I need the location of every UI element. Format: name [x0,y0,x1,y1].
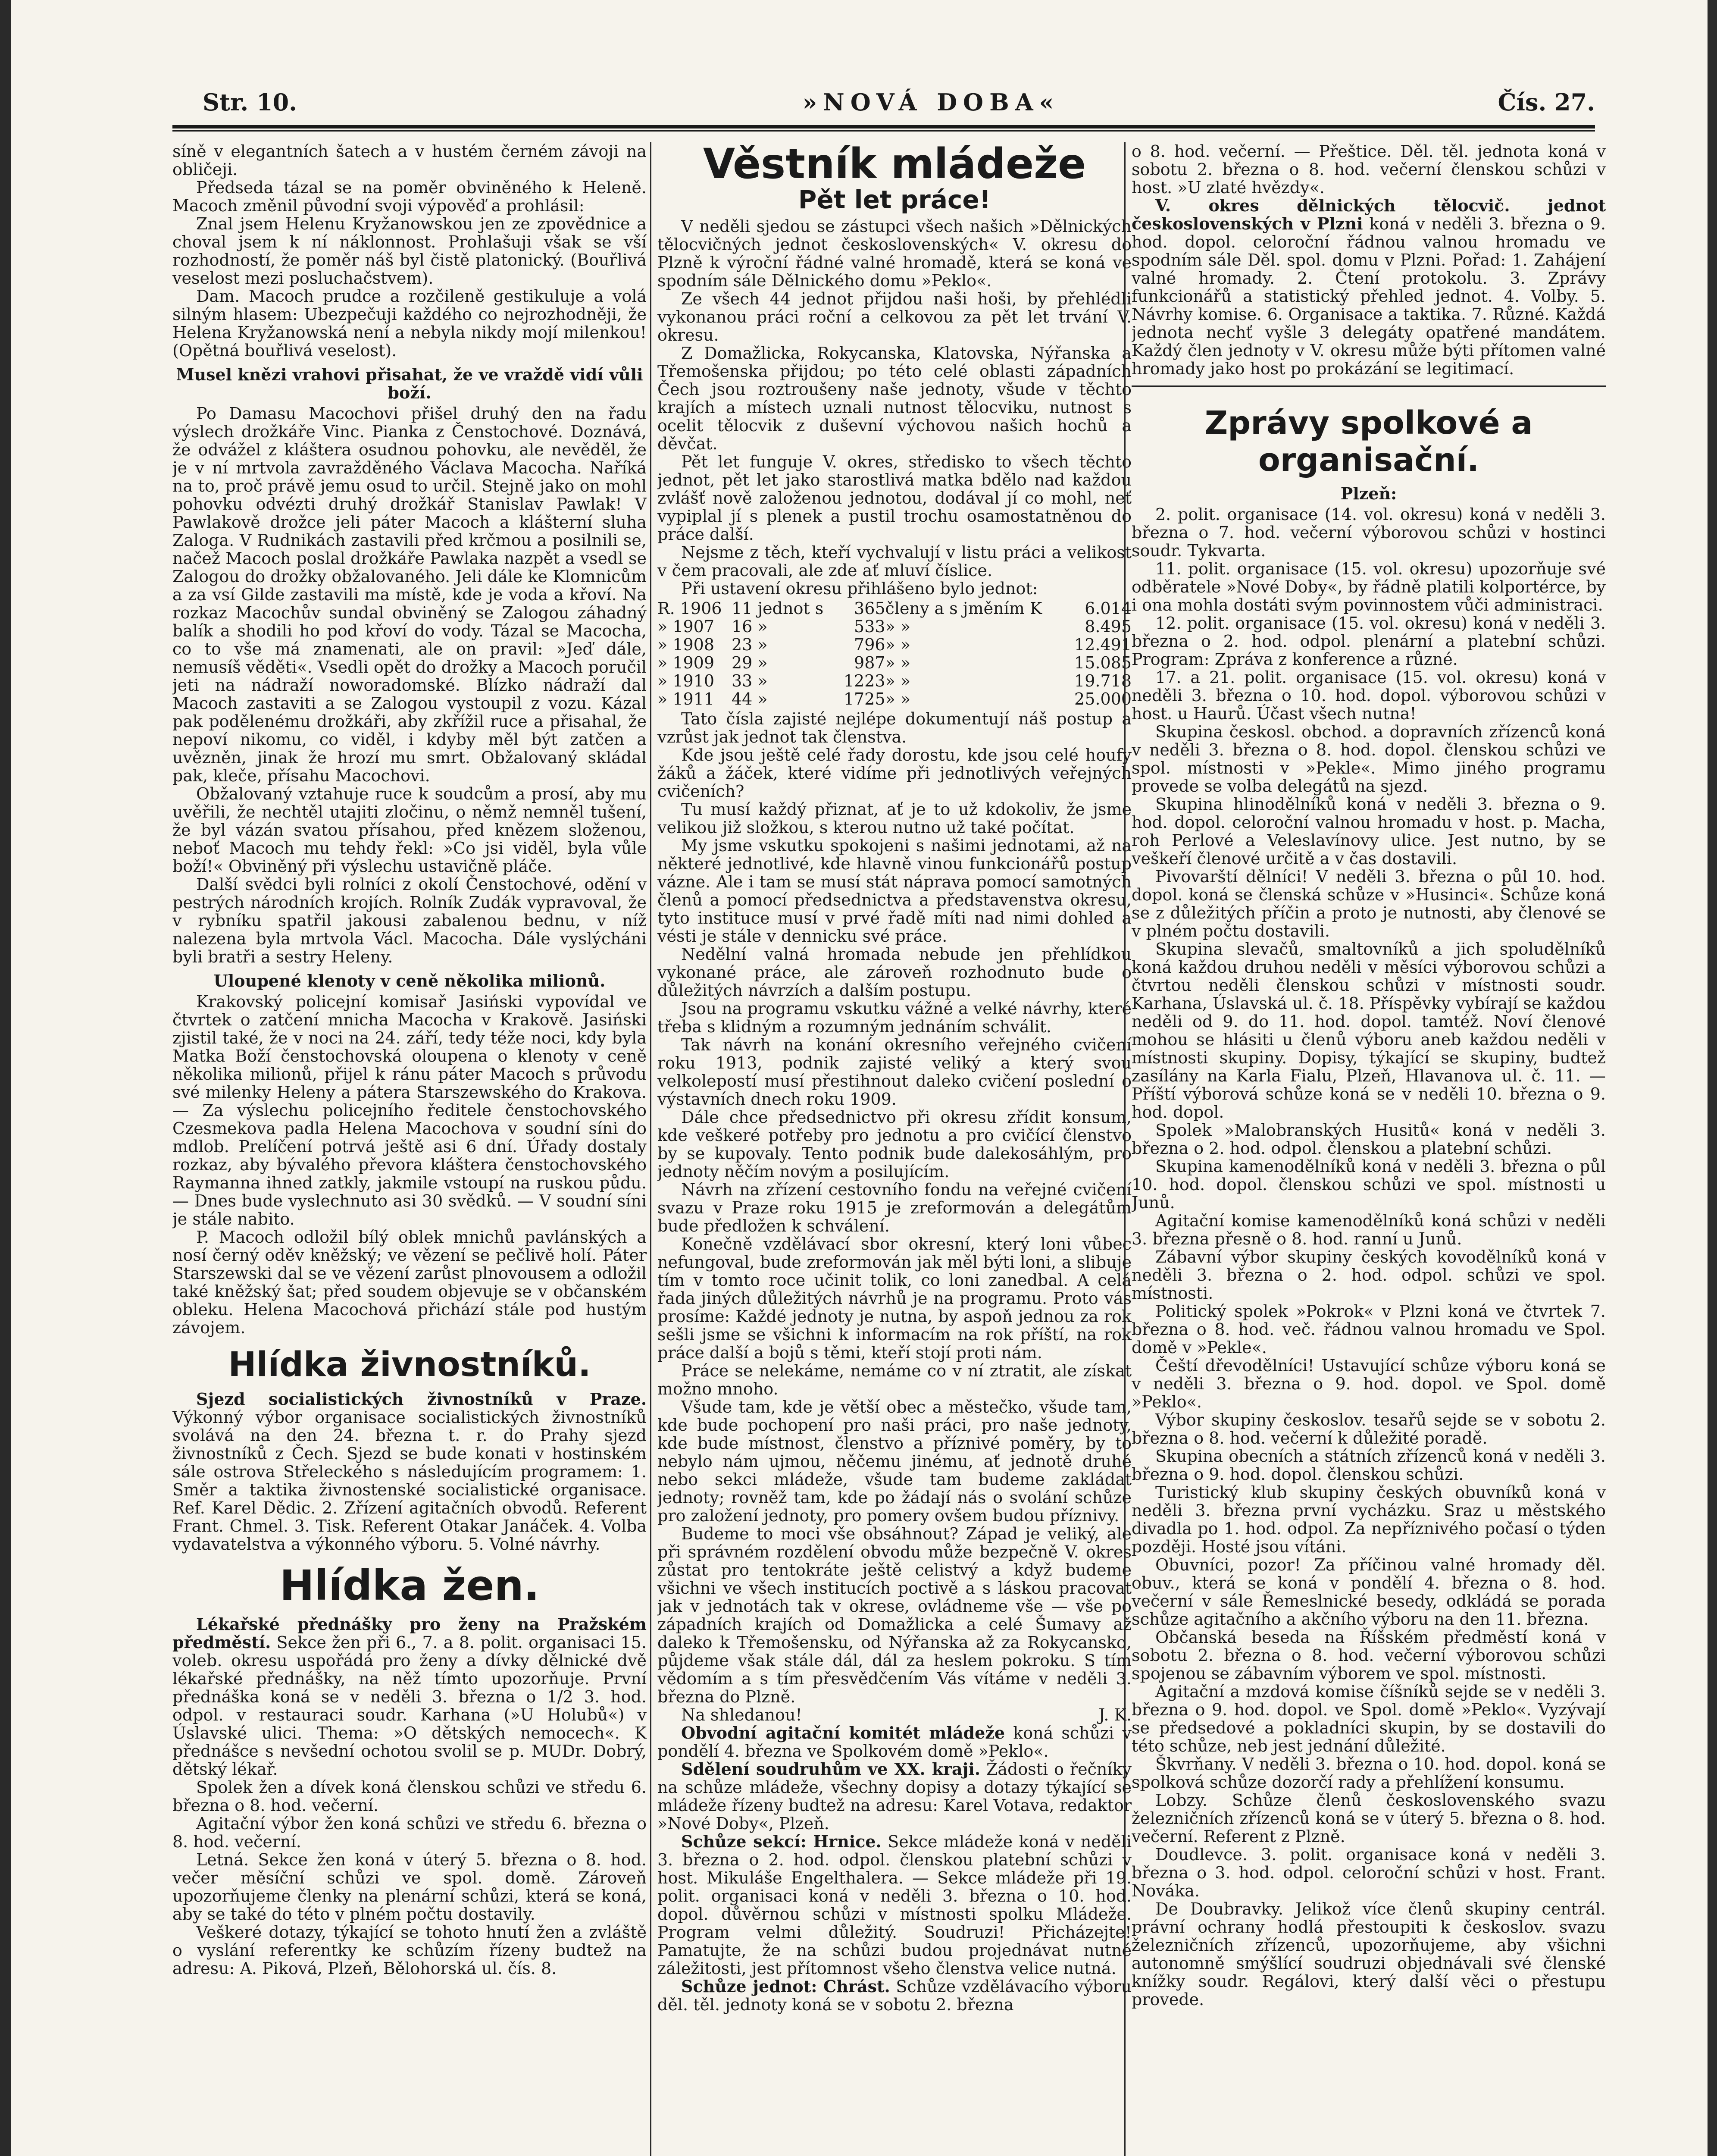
masthead [164,88,1604,119]
table-cell: R. 1906 [657,599,722,618]
subheading: Musel knězi vrahovi přisahat, že ve vraždě vidí vůli boží. [176,365,643,402]
paragraph: Z Domažlicka, Rokycanska, Klatovska, Nýřanska a Třemošenska přijdou; po této celé oblasti západních Čech jsou roztroušeny naše jednoty, všude v těchto krajích a místech uznali nutnost tělocviku, nutnost s ocelit tělocvik z duševní výchovou našich hochů a děvčat. [657,344,1132,453]
news-item: Doudlevce. 3. polit. organisace koná v neděli 3. března o 3. hod. odpol. celoroční schůzi v host. Frant. Nováka. [1132,1845,1606,1900]
subheading: Uloupené klenoty v ceně několika milionů. [213,971,606,990]
section-rule [1132,385,1606,387]
masthead-rule [172,125,1595,128]
paragraph: Další svědci byli rolníci z okolí Čenstochové, odění v pestrých národních krojích. Rolník Zudák vypravoval, že v rybníku spatřil jakousi zabalenou bednu, v níž nalezena byla mrtvola Václ. Macocha. Dále vyslýcháni byli bratři a sestry Heleny. [172,875,647,966]
paragraph-text: Sekce žen při 6., 7. a 8. polit. organisaci 15. voleb. okresu uspořádá pro ženy a dívky dělnické dvě lékařské přednášky, na něž tímto upozorňuje. První přednáška koná se v neděli 3. března o 1/2 3. hod. odpol. v restauraci soudr. Karhana (»U Holubů«) v Úslavské ulici. Thema: »O dětských nemocech«. K přednášce s nevšední ochotou svolil se p. MUDr. Dobrý, dětský lékař. [172,1633,647,1779]
paragraph: Znal jsem Helenu Kryžanowskou jen ze zpovědnice a choval jsem k ní náklonnost. Prohlašuji však se vší rozhodností, že poměr náš byl čistě platonický. (Bouřlivá veselost mezi posluchačstvem). [172,214,647,288]
membership-table [657,599,1132,708]
table-cell: 365 [854,599,885,618]
table-cell: 44 » [731,689,768,708]
paragraph: Dále chce předsednictvo při okresu zřídit konsum, kde veškeré potřeby pro jednotu a pro cvičící členstvo by se kupovaly. Tento podnik bude dalekosáhlým, pro jednoty něčím novým a posilujícím. [657,1108,1132,1181]
paragraph: o 8. hod. večerní. — Přeštice. Děl. těl. jednota koná v sobotu 2. března o 8. hod. večerní členskou schůzi v host. »U zlaté hvězdy«. [1132,142,1606,197]
paragraph: Tato čísla zajisté nejlépe dokumentují náš postup a vzrůst jak jednot tak členstva. [657,709,1132,746]
table-row [657,599,1132,617]
table-cell: 29 » [731,653,768,672]
paragraph: Nejsme z těch, kteří vychvalují v listu práci a velikost v čem pracovali, ale zde ať mluví číslice. [657,543,1132,580]
paragraph: síně v elegantních šatech a v hustém černém závoji na obličeji. [172,142,647,179]
table-row [657,654,1132,672]
paragraph: Pět let funguje V. okres, středisko to všech těchto jednot, pět let jako starostlivá matka bdělo nad každou zvlášť nově založenou jednotou, dodával jí co mohl, neť vypiplal jí s plenek a pustil trochu osamostatněnou do práce další. [657,452,1132,544]
news-item: Lobzy. Schůze členů československého svazu železničních zřízenců koná se v úterý 5. března o 8. hod. večerní. Referent z Plzně. [1132,1791,1606,1846]
table-cell: 8.495 [1085,617,1132,636]
news-item: Obuvníci, pozor! Za příčinou valné hromady děl. obuv., která se koná v pondělí 4. března o 8. hod. večerní v sále Řemeslnické besedy, odkládá se porada schůze agitačního a akčního výboru na den 11. března. [1132,1555,1606,1629]
news-item: Skupina slevačů, smaltovníků a jich spoludělníků koná každou druhou neděli v měsíci výborovou schůzi a čtvrtou neděli členskou schůzi v místnosti soudr. Karhana, Úslavská ul. č. 18. Příspěvky vybírají se každou neděli od 9. do 11. hod. dopol. tamtéž. Noví členové mohou se hlásiti u členů výboru aneb každou neděli v místnosti skupiny. Dopisy, týkající se skupiny, budtež zasílány na Karla Fialu, Plzeň, Hlavanova ul. č. 11. — Příští výborová schůze koná se v neděli 10. března o 9. hod. dopol. [1132,940,1606,1122]
scan-edge-right [1708,0,1717,2156]
table-row [657,636,1132,654]
news-item: Skupina hlinodělníků koná v neděli 3. března o 9. hod. dopol. celoroční valnou hromadu v host. p. Macha, roh Perlové a Veleslavínovy ulice. Jest nutno, by se veškeří členové určitě a v čas dostavili. [1132,795,1606,868]
news-item: Zábavní výbor skupiny českých kovodělníků koná v neděli 3. března o 2. hod. odpol. schůzi ve spol. místnosti. [1132,1247,1606,1303]
paragraph: Budeme to moci vše obsáhnout? Západ je veliký, ale při správném rozdělení obvodu může bezpečně V. okres zůstat pro tentokráte ještě celistvý a když budeme všichni ve všech institucích poctivě a s láskou pracovat jak v jednotách tak v okrese, ovládneme vše — vše po západních krajích od Domažlicka a celé Šumavy až daleko k Třemošensku, od Nýřanska až za Rokycansko, půjdeme však stále dál, dál za heslem pokroku. S tím vědomím a s tím přesvědčením Vás vítáme v neděli 3. března do Plzně. [657,1524,1132,1706]
paragraph: Konečně vzdělávací sbor okresní, který loni vůbec nefungoval, bude zreformován jak měl býti loni, a slibuje tím v tomto roce učinit tolik, co loni zanedbal. A celá řada jiných důležitých návrhů je na programu. Proto vás prosíme: Každé jednoty je nutna, by aspoň jednou za rok sešli jsme se všichni k informacím na rok příští, na rok práce další a bojů s těmi, kteří stojí proti nám. [657,1235,1132,1362]
table-cell: 1223 [843,671,885,690]
paragraph: Všude tam, kde je větší obec a městečko, všude tam, kde bude pochopení pro naši práci, pro naše jednoty, kde bude místnost, členstvo a příznivé poměry, by to nebylo nám ujmou, něčemu jinému, ať jednotě druhé nebo sekci mládeže, všude tam budeme zakládat jednoty; rovněž tam, kde po žádají nás o svolání schůze pro založení jednoty, pro pomery ovšem budou příznivy. [657,1398,1132,1525]
paragraph: Tu musí každý přiznat, ať je to už kdokoliv, že jsme velikou již složkou, s kterou nutno už také počítat. [657,800,1132,837]
table-cell: » 1911 [657,689,715,708]
table-cell: » 1910 [657,671,715,690]
table-cell: 6.014 [1085,599,1132,618]
news-item: Spolek »Malobranských Husitů« koná v neděli 3. března o 2. hod. odpol. členskou a platební schůzi. [1132,1121,1606,1158]
table-cell: » » [885,689,911,708]
news-item: Výbor skupiny českoslov. tesařů sejde se v sobotu 2. března o 8. hod. večerní k důležité poradě. [1132,1410,1606,1448]
column-2 [657,142,1132,2156]
table-cell: 25.000 [1074,689,1132,708]
lead-in: Sdělení soudruhům ve XX. kraji. [681,1759,981,1779]
city-heading-plzen: Plzeň: [1340,484,1397,503]
scan-edge-left [0,0,11,2156]
table-cell: » » [885,671,911,690]
table-cell: členy a s jměním K [885,599,1042,618]
table-cell: 33 » [731,671,768,690]
table-cell: 16 » [731,617,768,636]
section-heading-vestnik: Věstník mládeže [703,142,1086,188]
paragraph-text: Schůze vzdělávacího výboru děl. těl. jednoty koná se v sobotu 2. března [657,1977,1132,2014]
author-initials: J. K. [1098,1705,1132,1724]
table-row [657,617,1132,636]
news-item: Čeští dřevodělníci! Ustavující schůze výboru koná se v neděli 3. března o 9. hod. dopol. ve Spol. domě »Peklo«. [1132,1356,1606,1411]
paragraph: Krakovský policejní komisař Jasiński vypovídal ve čtvrtek o zatčení mnicha Macocha v Krakově. Jasiński zjistil také, že v noci na 24. září, tedy téže noci, kdy byla Matka Boží čenstochovská oloupena o klenoty v ceně několika milionů, přijel k ránu páter Macoch s průvodu své milenky Heleny a pátera Starszewského do Krakova. — Za výslechu policejního ředitele čenstochovského Czesmekova padla Helena Macochova v soudní síni do mdlob. Prelíčení potrvá ještě asi 6 dní. Úřady dostaly rozkaz, aby bývalého převora kláštera čenstochovského Raymanna ihned zatkly, jakmile vstoupí na ruskou půdu. — Dnes bude vyslechnuto asi 30 svědků. — V soudní síni je stále nabito. [172,992,647,1228]
column-3 [1132,142,1606,2156]
lead-in: Obvodní agitační komitét mládeže [681,1723,1005,1742]
paragraph: Tak návrh na konání okresního veřejného cvičení roku 1913, podnik zajisté veliký a který svou velkolepostí musí přestihnout daleko cvičení poslední o výstavních dnech roku 1909. [657,1035,1132,1109]
news-item: Pivovarští dělníci! V neděli 3. března o půl 10. hod. dopol. koná se členská schůze v »Husinci«. Schůze koná se z důležitých příčin a proto je nutnosti, aby členové se v plném počtu dostavili. [1132,867,1606,940]
newspaper-title: »NOVÁ DOBA« [802,88,1060,116]
lead-in: V. okres dělnických tělocvič. jednot československých v Plzni [1132,196,1606,233]
paragraph: Jsou na programu vskutku vážné a velké návrhy, které třeba s klidným a rozumným jednáním schválit. [657,999,1132,1036]
news-item: Skupina kamenodělníků koná v neděli 3. března o půl 10. hod. dopol. členskou schůzi ve spol. místnosti u Junů. [1132,1157,1606,1212]
news-item: 17. a 21. polit. organisace (15. vol. okresu) koná v neděli 3. března o 10. hod. dopol. výborovou schůzi v host. u Haurů. Účast všech nutna! [1132,668,1606,723]
table-row [657,690,1132,708]
paragraph: Při ustavení okresu přihlášeno bylo jednot: [681,579,1038,598]
news-item: Skupina obecních a státních zřízenců koná v neděli 3. března o 9. hod. dopol. členskou schůzi. [1132,1447,1606,1484]
page-number: Str. 10. [203,88,297,116]
news-item: Agitační komise kamenodělníků koná schůzi v neděli 3. března přesně o 8. hod. ranní u Junů. [1132,1211,1606,1248]
paragraph: My jsme vskutku spokojeni s našimi jednotami, až na některé jednotlivé, kde hlavně vinou funkcionářů postup vázne. Ale i tam se musí stát náprava pomocí samotných členů a pomocí předsednictva a představenstva okresu, tyto instituce musí v prvé řadě míti nad nimi dohled a vésti je stále v dennicku své práce. [657,836,1132,946]
news-item: Politický spolek »Pokrok« v Plzni koná ve čtvrtek 7. března o 8. hod. več. řádnou valnou hromadu ve Spol. domě v »Pekle«. [1132,1302,1606,1357]
news-item: Turistický klub skupiny českých obuvníků koná v neděli 3. března první vycházku. Sraz u městského divadla po 1. hod. odpol. Za nepříznivého počasí o týden později. Hosté jsou vítáni. [1132,1483,1606,1556]
paragraph: Předseda tázal se na poměr obviněného k Heleně. Macoch změnil původní svoji výpověď a prohlásil: [172,178,647,215]
signoff: Na shledanou! [681,1705,802,1724]
lead-in: Schůze sekcí: Hrnice. [681,1832,882,1851]
table-cell: 1725 [843,689,885,708]
section-heading-zen: Hlídka žen. [279,1561,540,1610]
table-cell: 11 jednot s [731,599,824,618]
table-row [657,672,1132,690]
news-item: 2. polit. organisace (14. vol. okresu) koná v neděli 3. března o 7. hod. večerní výborovou schůzi v hostinci soudr. Tykvarta. [1132,505,1606,560]
news-item: Škvrňany. V neděli 3. března o 10. hod. dopol. koná se spolková schůze dozorčí rady a přehlížení konsumu. [1132,1755,1606,1792]
table-cell: » 1908 [657,635,715,654]
news-item: 11. polit. organisace (15. vol. okresu) upozorňuje své odběratele »Nové Doby«, by řádně platili kolportérce, by i ona mohla dostáti svým povinnostem vůči administraci. [1132,559,1606,614]
paragraph: V neděli sjedou se zástupci všech našich »Dělnických tělocvičných jednot československých« V. okresu do Plzně k výroční řádné valné hromadě, která se koná ve spodním sále Dělnického domu »Peklo«. [657,217,1132,290]
paragraph: Práce se nelekáme, nemáme co v ní ztratit, ale získat možno mnoho. [657,1361,1132,1398]
section-heading-zivnostniku: Hlídka živnostníků. [228,1345,591,1384]
paragraph: Ze všech 44 jednot přijdou naši hoši, by přehlédli vykonanou práci roční a celkovou za pět let trvání V. okresu. [657,289,1132,345]
paragraph: Po Damasu Macochovi přišel druhý den na řadu výslech drožkáře Vinc. Pianka z Čenstochové. Doznává, že odvážel z kláštera osudnou pohovku, ale nevěděl, že je v ní mrtvola zavražděného Václava Macocha. Naříká na to, proč právě jemu osud to určil. Stejně jako on mohl pohovku odvézti druhý drožkář Stanislav Pawlak! V Pawlakově drožce jeli páter Macoch a klášterní sluha Zaloga. V Rudnikách zastavili před krčmou a posilnili se, načež Macoch poslal drožkáře Pawlaka nazpět a vsedl se Zalogou do drožky obžalovaného. Jeli dále ke Klomnicům a za vsí Gilde zastavili ma místě, kde je voda a křoví. Na rozkaz Macochův sundal obviněný se Zalogou záhadný balík a shodili ho pod křoví do vody. Tázal se Macocha, co to vše má znamenati, ale on pravil: »Jeď dále, nemusíš věděti«. Vsedli opět do drožky a Macoch poručil jeti na nádraží noworadomské. Blízko nádraží dal Macoch zastaviti a se Zalogou vystoupil z vozu. Kázal pak podělenému drožkáři, aby zkřížil ruce a přisahal, že nepoví nikomu, co viděl, i kdyby měl být zatčen a uvězněn, jinak že hrozí mu smrt. Obžalovaný skládal pak, kleče, přísahu Macochovi. [172,404,647,785]
paragraph: Agitační výbor žen koná schůzi ve středu 6. března o 8. hod. večerní. [172,1814,647,1851]
news-item: De Doubravky. Jelikož více členů skupiny centrál. právní ochrany hodlá přestoupiti k českoslov. svazu železničních zřízenců, upozorňujeme, aby všichni autonomně smýšlící soudruzi objednávali své členské knížky soudr. Regálovi, který další věci o přestupu provede. [1132,1899,1606,2009]
paragraph-text: Žádosti o řečníky na schůze mládeže, všechny dopisy a dotazy týkající se mládeže řízeny budtež na adresu: Karel Votava, redaktor »Nové Doby«, Plzeň. [657,1760,1132,1833]
paragraph: Obžalovaný vztahuje ruce k soudcům a prosí, aby mu uvěřili, že nechtěl utajiti zločinu, o němž nemněl tušení, že byl vázán svatou přísahou, před knězem složenou, neboť Macoch mu tehdy řekl: »Co jsi viděl, byla vůle boží!« Obviněný při výslechu ustavičně pláče. [172,784,647,876]
table-cell: 15.085 [1074,653,1132,672]
table-cell: 796 [854,635,885,654]
table-cell: » » [885,653,911,672]
news-item: Skupina českosl. obchod. a dopravních zřízenců koná v neděli 3. března o 8. hod. dopol. členskou schůzi ve spol. místnosti v »Pekle«. Mimo jiného programu provede se volba delegátů na sjezd. [1132,722,1606,796]
table-cell: 12.491 [1074,635,1132,654]
paragraph-text: koná schůzi v pondělí 4. března ve Spolkovém domě »Peklo«. [657,1724,1132,1761]
lead-in: Schůze jednot: Chrást. [681,1977,890,1996]
issue-number: Čís. 27. [1498,88,1595,116]
paragraph: Letná. Sekce žen koná v úterý 5. března o 8. hod. večer měsíční schůzi ve spol. domě. Zároveň upozorňujeme členky na plenární schůzi, která se koná, aby se také do této v plném počtu dostavily. [172,1850,647,1924]
news-item: Agitační a mzdová komise číšníků sejde se v neděli 3. března o 9. hod. dopol. ve Spol. domě »Peklo«. Vyzývají se předsedové a pokladníci skupin, by se dostavili do této schůze, neb jest jednání důležité. [1132,1682,1606,1755]
masthead-rule-thin [172,130,1595,132]
table-cell: » » [885,635,911,654]
section-heading-zpravy: Zprávy spolkové a organisační. [1204,404,1533,479]
article-title: Pět let práce! [798,185,991,214]
paragraph-text: Sekce mládeže koná v neděli 3. března o 2. hod. odpol. členskou platební schůzi v host. Mikuláše Engelthalera. — Sekce mládeže při 19. polit. organisaci koná v neděli 3. března o 10. hod. dopol. důvěrnou schůzi v místnosti spolku Mládeže. Program velmi důležitý. Soudruzi! Přicházejte! Pamatujte, že na schůzi budou projednávat nutné záležitosti, jest přítomnost všeho členstva velice nutná. [657,1832,1132,1978]
lead-in: Sjezd socialistických živnostníků v Praze. [196,1389,647,1409]
paragraph: Dam. Macoch prudce a rozčileně gestikuluje a volá silným hlasem: Ubezpečuji každého co nejrozhodněji, že Helena Kryžanowská není a nebyla nikdy mojí milenkou! (Opětná bouřlivá veselost). [172,287,647,360]
table-cell: 987 [854,653,885,672]
paragraph-text: koná v neděli 3. března o 9. hod. dopol. celoroční řádnou valnou hromadu ve spodním sále Děl. spol. domu v Plzni. Pořad: 1. Zahájení valné hromady. 2. Čtení protokolu. 3. Zprávy funkcionářů a statistický přehled jednot. 4. Volby. 5. Návrhy komise. 6. Organisace a taktika. 7. Různé. Každá jednota nechť vyšle 3 delegáty opatřené mandátem. Každý člen jednoty v V. okresu může býti přítomen valné hromady jako host po prokázání se legitimací. [1132,214,1606,378]
column-divider [650,142,651,2156]
table-cell: » 1907 [657,617,715,636]
table-cell: 19.718 [1074,671,1132,690]
table-cell: 23 » [731,635,768,654]
paragraph: Veškeré dotazy, týkající se tohoto hnutí žen a zvláště o vyslání referentky ke schůzím řízeny budtež na adresu: A. Piková, Plzeň, Bělohorská ul. čís. 8. [172,1923,647,1978]
news-item: 12. polit. organisace (15. vol. okresu) koná v neděli 3. března o 2. hod. odpol. plenární a platební schůzi. Program: Zpráva z konference a různé. [1132,614,1606,669]
paragraph: Nedělní valná hromada nebude jen přehlídkou vykonané práce, ale zároveň rozhodnuto bude o důležitých návrzích a dalším postupu. [657,945,1132,1000]
signature-line [657,1706,1132,1724]
news-item: Občanská beseda na Říšském předměstí koná v sobotu 2. března o 8. hod. večerní výborovou schůzi spojenou se zábavním výborem ve spol. místnosti. [1132,1628,1606,1683]
paragraph: P. Macoch odložil bílý oblek mnichů pavlánských a nosí černý oděv kněžský; ve vězení se pečlivě holí. Páter Starszewski dal se ve vězení zarůst plnovousem a odložil také kněžský šat; před soudem objevuje se v občanském obleku. Helena Macochová přichází stále pod hustým závojem. [172,1228,647,1337]
lead-in: Lékařské přednášky pro ženy na Pražském předměstí. [172,1614,647,1652]
table-cell: » » [885,617,911,636]
table-cell: » 1909 [657,653,715,672]
paragraph: Návrh na zřízení cestovního fondu na veřejné cvičení svazu v Praze roku 1915 je zreformován a delegátům bude předložen k schválení. [657,1180,1132,1235]
paragraph-text: Výkonný výbor organisace socialistických živnostníků svolává na den 24. března t. r. do Prahy sjezd živnostníků z Čech. Sjezd se bude konati v hostinském sále ostrova Střeleckého s následujícím programem: 1. Směr a taktika živnostenské socialistické organisace. Ref. Karel Dědic. 2. Zřízení agitačních obvodů. Referent Frant. Chmel. 3. Tisk. Referent Otakar Janáček. 4. Volba vydavatelstva a výkonného výboru. 5. Volné návrhy. [172,1408,647,1554]
paragraph: Kde jsou ještě celé řady dorostu, kde jsou celé houfy žáků a žáček, které vidíme při jednotlivých veřejných cvičeních? [657,746,1132,801]
column-1 [172,142,647,2156]
table-cell: 533 [854,617,885,636]
paragraph: Spolek žen a dívek koná členskou schůzi ve středu 6. března o 8. hod. večerní. [172,1778,647,1815]
